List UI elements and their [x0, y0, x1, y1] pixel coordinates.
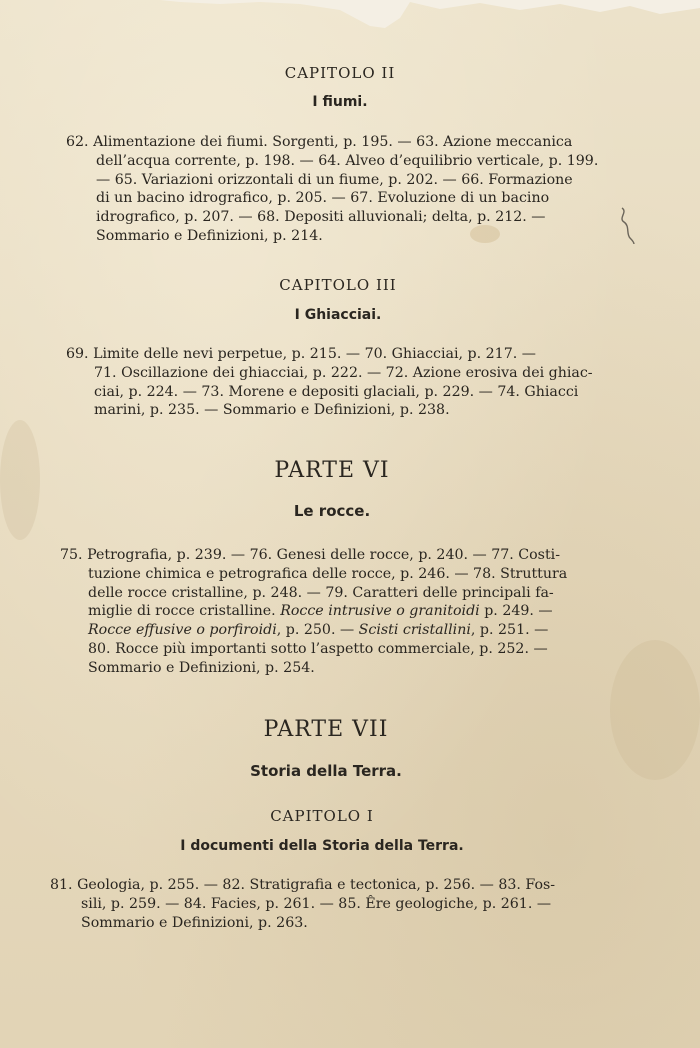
toc-text: miglie di rocce cristalline. — [88, 603, 281, 620]
toc-line: 80. Rocce più importanti sotto l’aspetto commerciale, p. 252. — — [88, 640, 548, 657]
torn-edge-top — [0, 0, 700, 40]
toc-line — [60, 621, 567, 640]
toc-line: — 65. Variazioni orizzontali di un fiume, p. 202. — 66. Formazione — [96, 171, 573, 188]
toc-line: Sommario e Definizioni, p. 214. — [96, 227, 323, 244]
toc-line: delle rocce cristalline, p. 248. — 79. Caratteri delle principali fa- — [88, 584, 554, 601]
toc-line: 71. Oscillazione dei ghiacciai, p. 222. — 72. Azione erosiva dei ghiac- — [94, 364, 593, 381]
paper-stain — [610, 640, 700, 780]
part-title: Storia della Terra. — [250, 762, 402, 780]
toc-line — [60, 602, 567, 621]
part-title: Le rocce. — [293, 502, 371, 520]
chapter-title: I Ghiacciai. — [294, 307, 382, 323]
chapter-heading: CAPITOLO II — [284, 64, 396, 82]
chapter-heading: CAPITOLO I — [270, 807, 374, 825]
part-heading: PARTE VI — [274, 458, 390, 483]
toc-entry — [50, 876, 555, 932]
toc-text: , p. 251. — — [470, 622, 549, 639]
toc-line: marini, p. 235. — Sommario e Definizioni, p. 238. — [94, 402, 450, 419]
toc-entry — [66, 133, 598, 246]
toc-entry — [60, 546, 567, 678]
pencil-mark — [616, 206, 640, 246]
chapter-heading: CAPITOLO III — [279, 276, 397, 294]
toc-italic-text: Rocce intrusive o granitoidi — [280, 603, 480, 620]
toc-entry — [66, 345, 593, 420]
toc-line: Sommario e Definizioni, p. 254. — [88, 659, 315, 676]
toc-text: p. 249. — — [479, 603, 553, 620]
part-heading: PARTE VII — [263, 717, 389, 742]
toc-line: tuzione chimica e petrografica delle rocce, p. 246. — 78. Struttura — [88, 565, 568, 582]
toc-line: Sommario e Definizioni, p. 263. — [81, 914, 308, 931]
toc-line: 62. Alimentazione dei fiumi. Sorgenti, p. 195. — 63. Azione meccanica — [66, 134, 573, 150]
toc-text: , p. 250. — — [276, 622, 359, 639]
chapter-title: I documenti della Storia della Terra. — [180, 838, 464, 854]
toc-italic-text: Scisti cristallini — [358, 622, 471, 639]
toc-line: 81. Geologia, p. 255. — 82. Stratigrafia e tectonica, p. 256. — 83. Fos- — [50, 877, 556, 893]
toc-italic-text: Rocce effusive o porfiroidi — [88, 622, 277, 639]
toc-line: dell’acqua corrente, p. 198. — 64. Alveo d’equilibrio verticale, p. 199. — [96, 152, 599, 169]
toc-line: sili, p. 259. — 84. Facies, p. 261. — 85. Êre geologiche, p. 261. — — [81, 895, 552, 912]
toc-line: idrografico, p. 207. — 68. Depositi alluvionali; delta, p. 212. — — [96, 209, 546, 226]
chapter-title: I fiumi. — [312, 94, 368, 110]
toc-line: di un bacino idrografico, p. 205. — 67. Evoluzione di un bacino — [96, 190, 550, 207]
toc-line: 75. Petrografia, p. 239. — 76. Genesi delle rocce, p. 240. — 77. Costi- — [60, 547, 560, 563]
toc-line: ciai, p. 224. — 73. Morene e depositi glaciali, p. 229. — 74. Ghiacci — [94, 383, 579, 400]
toc-line: 69. Limite delle nevi perpetue, p. 215. — 70. Ghiacciai, p. 217. — — [66, 346, 536, 362]
